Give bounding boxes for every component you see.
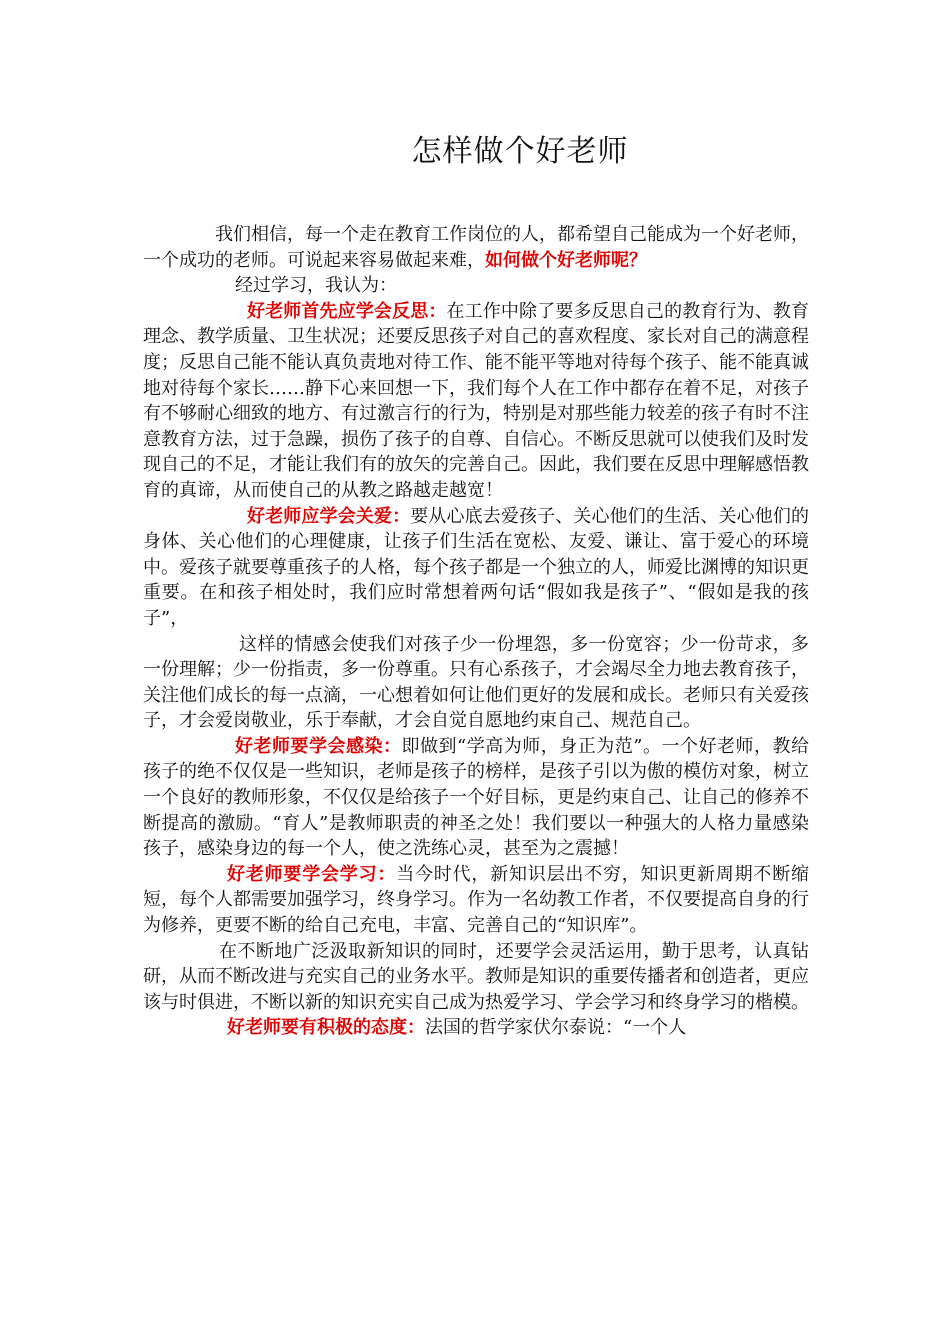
section-attitude — [143, 1015, 809, 1041]
section-heading: 好老师要有积极的态度： — [227, 1017, 425, 1039]
section-body: 在不断地广泛汲取新知识的同时，还要学会灵活运用，勤于思考，认真钻研，从而不断改进与充实自己的业务水平。教师是知识的重要传播者和创造者，更应该与时俱进，不断以新的知识充实自己成为热爱学习、学会学习和终身学习的楷模。 — [143, 940, 809, 1013]
section-body: 要从心底去爱孩子、关心他们的生活、关心他们的身体、关心他们的心理健康，让孩子们生活在宽松、友爱、谦让、富于爱心的环境中。爱孩子就要尊重孩子的人格，每个孩子都是一个独立的人，师爱比渊博的知识更重要。在和孩子相处时，我们应时常想着两句话“假如我是孩子”、“假如是我的孩子”， — [143, 505, 810, 629]
section-body: 法国的哲学家伏尔泰说：“一个人 — [425, 1017, 687, 1039]
intro-text: 我们相信，每一个走在教育工作岗位的人，都希望自己能成为一个好老师，一个成功的老师。可说起来容易做起来难， — [143, 224, 809, 271]
section-influence — [143, 734, 809, 862]
section-heading: 好老师要学会学习： — [227, 863, 397, 885]
section-reflection — [143, 299, 809, 504]
section-body: 在工作中除了要多反思自己的教育行为、教育理念、教学质量、卫生状况；还要反思孩子对自己的喜欢程度、家长对自己的满意程度；反思自己能不能认真负责地对待工作、能不能平等地对待每个孩子、能不能真诚地对待每个家长……静下心来回想一下，我们每个人在工作中都存在着不足，对孩子有不够耐心细致的地方、有过激言行的行为，特别是对那些能力较差的孩子有时不注意教育方法，过于急躁，损伤了孩子的自尊、自信心。不断反思就可以使我们及时发现自己的不足，才能让我们有的放矢的完善自己。因此，我们要在反思中理解感悟教育的真谛，从而使自己的从教之路越走越宽！ — [143, 300, 809, 501]
section-body: 当今时代，新知识层出不穷，知识更新周期不断缩短，每个人都需要加强学习，终身学习。作为一名幼教工作者，不仅要提高自身的行为修养，更要不断的给自己充电，丰富、完善自己的“知识库”。 — [143, 863, 810, 937]
lead-paragraph: 经过学习，我认为： — [235, 275, 397, 297]
document-title: 怎样做个好老师 — [411, 134, 629, 169]
document-body — [143, 222, 809, 1041]
section-body: 这样的情感会使我们对孩子少一份埋怨，多一份宽容；少一份苛求，多一份理解；少一份指责，多一份尊重。只有心系孩子，才会竭尽全力地去教育孩子，关注他们成长的每一点滴，一心想着如何让他们更好的发展和成长。老师只有关爱孩子，才会爱岗敬业，乐于奉献，才会自觉自愿地约束自己、规范自己。 — [143, 633, 809, 732]
section-care-continued — [143, 632, 809, 734]
section-heading: 好老师应学会关爱： — [247, 505, 411, 527]
section-learning — [143, 862, 809, 939]
section-heading: 好老师首先应学会反思： — [247, 300, 447, 322]
section-heading: 好老师要学会感染： — [235, 735, 402, 757]
intro-paragraph — [143, 222, 809, 273]
intro-highlight: 如何做个好老师呢？ — [485, 249, 647, 271]
section-body: 即做到“学高为师，身正为范”。一个好老师，教给孩子的绝不仅仅是一些知识，老师是孩子的榜样，是孩子引以为傲的模仿对象，树立一个良好的教师形象，不仅仅是给孩子一个好目标，更是约束自己、让自己的修养不断提高的激励。“育人”是教师职责的神圣之处！我们要以一种强大的人格力量感染孩子，感染身边的每一个人，使之洗练心灵，甚至为之震撼！ — [143, 735, 809, 860]
section-care — [143, 504, 809, 632]
section-learning-continued — [143, 939, 809, 1016]
